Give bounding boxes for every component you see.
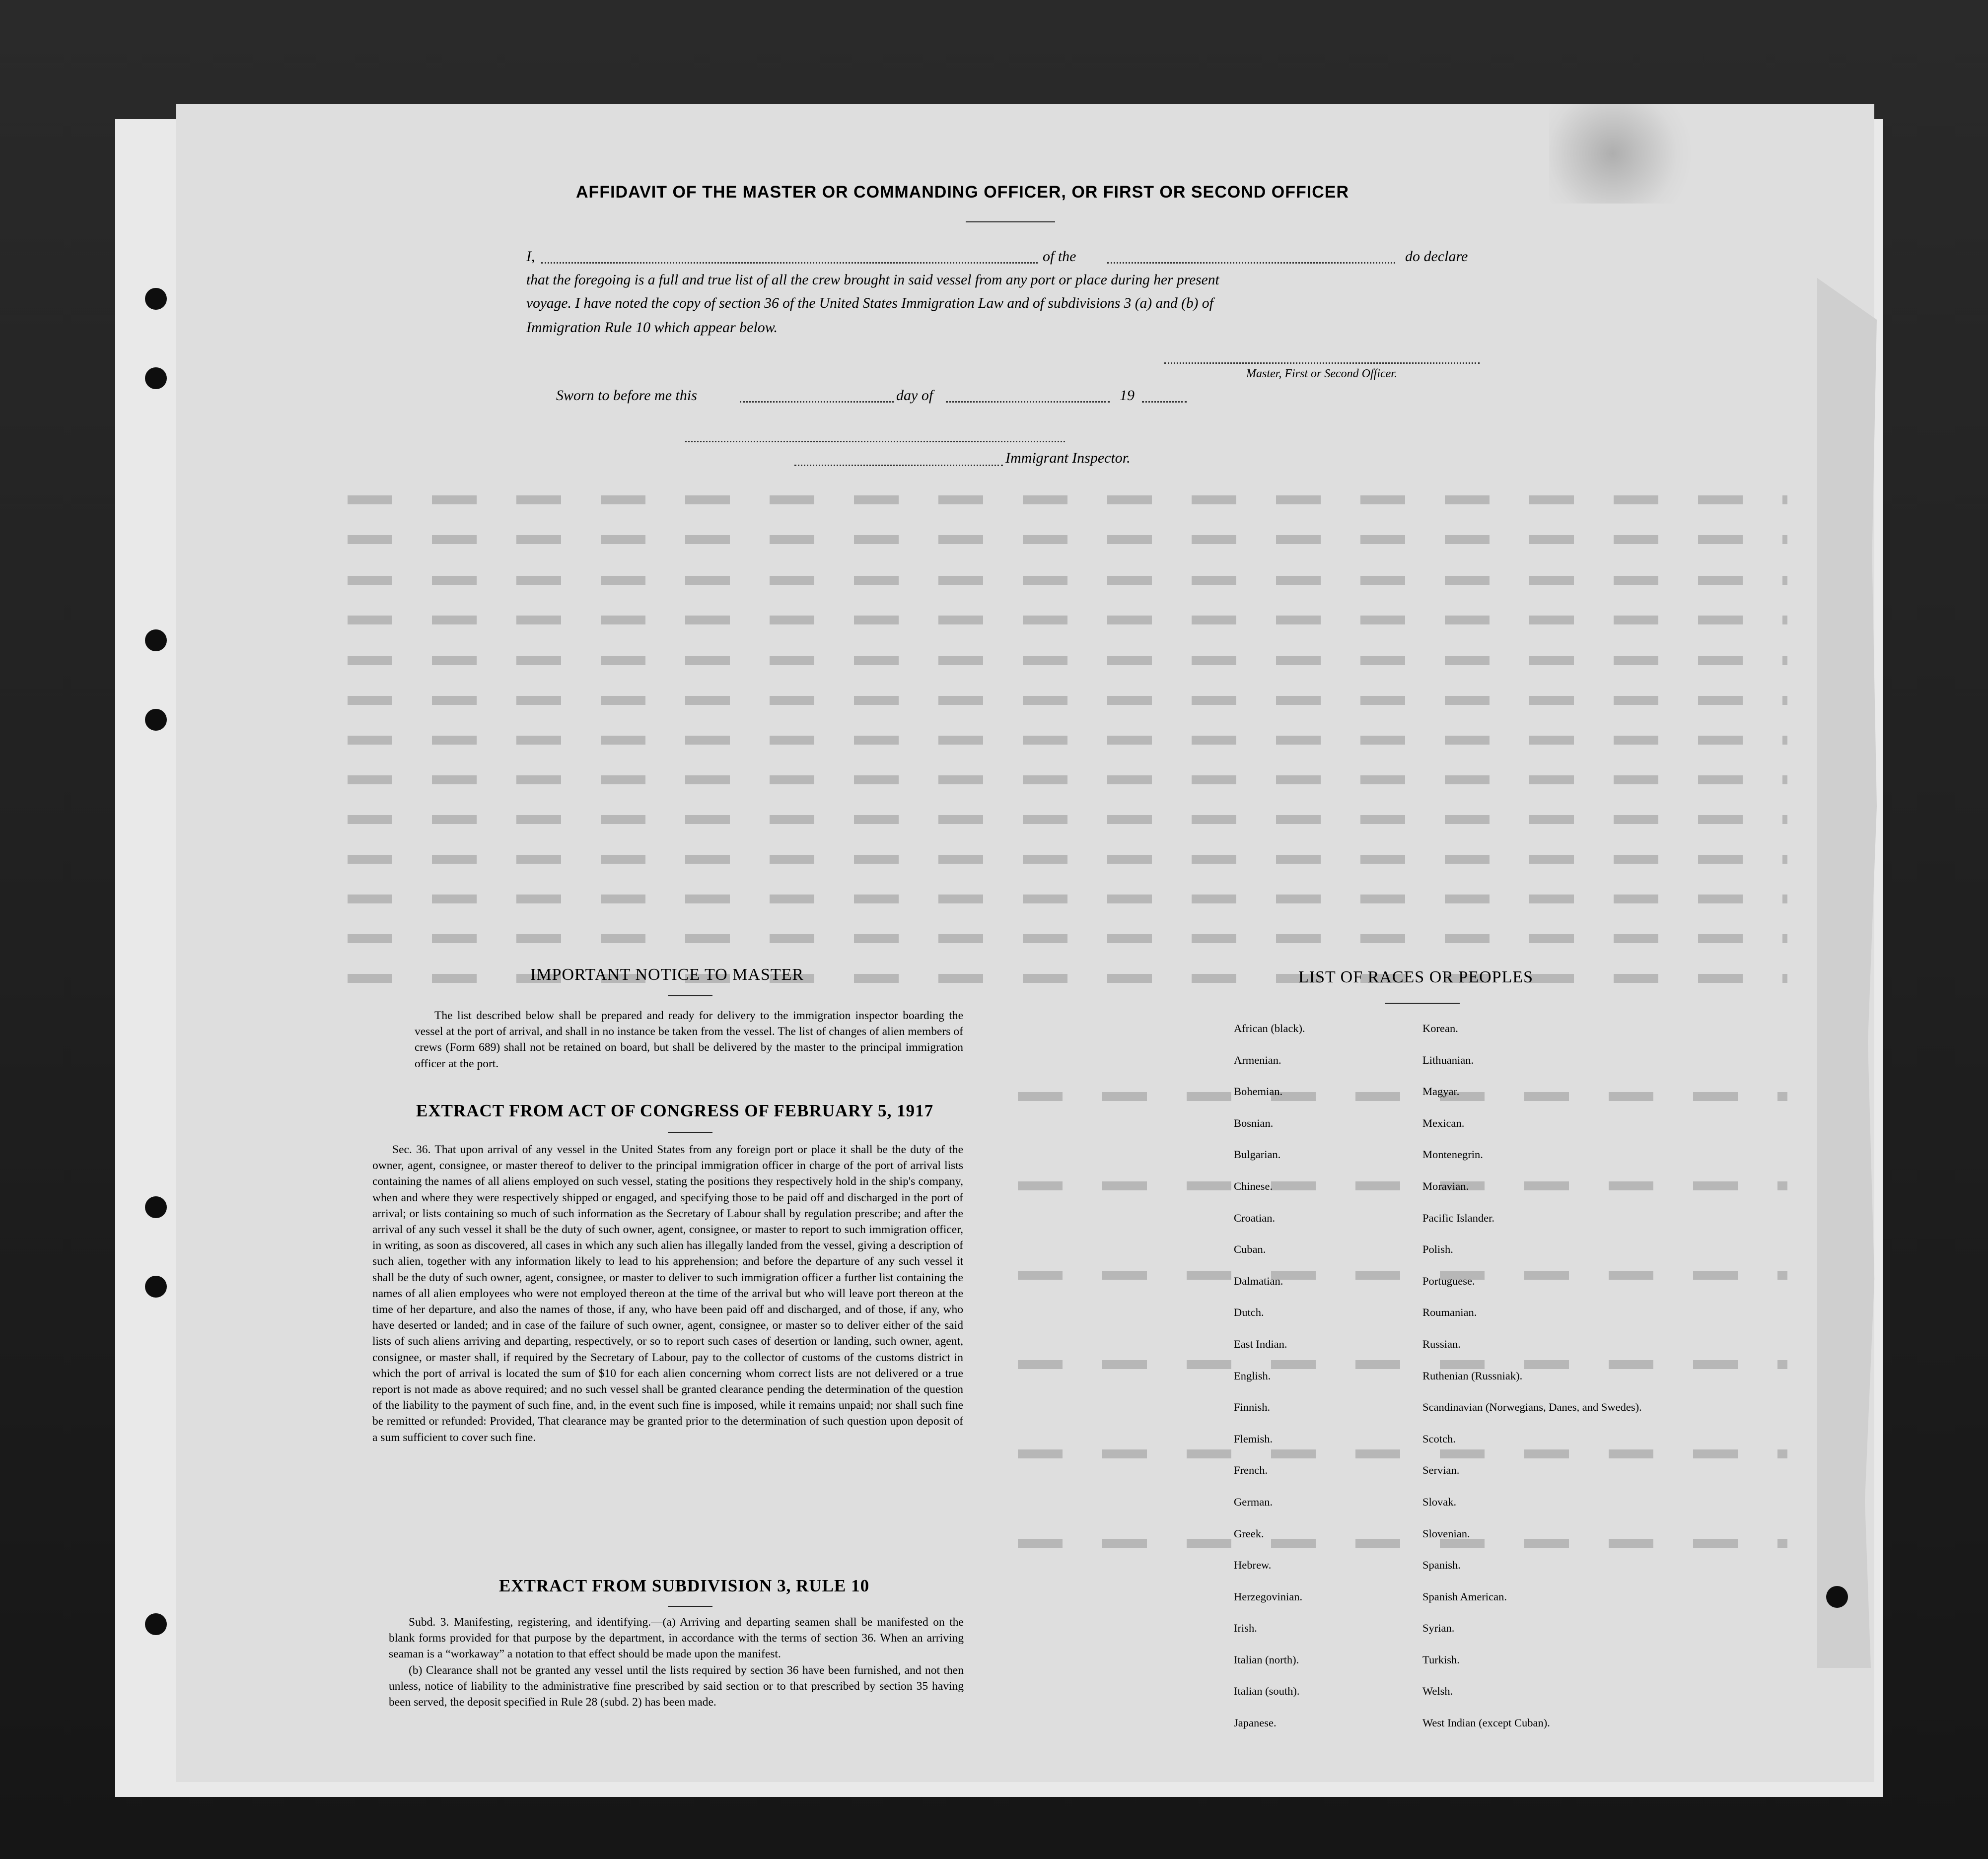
race-item: Magyar.	[1422, 1085, 1460, 1098]
race-item: Bulgarian.	[1234, 1148, 1281, 1161]
affidavit-title: AFFIDAVIT OF THE MASTER OR COMMANDING OFFICER, OR FIRST OR SECOND OFFICER	[576, 183, 1349, 202]
notice-body: The list described below shall be prepared and ready for delivery to the immigration inspector boarding the vessel at the port of arrival, and shall in no instance be taken from the vessel. The list of changes of alien members of crews (Form 689) shall not be retained on board, but shall be delivered by the master to the principal immigration officer at the port.	[415, 1009, 963, 1070]
race-item: Servian.	[1422, 1464, 1460, 1477]
day-blank[interactable]	[740, 401, 894, 403]
race-item: Japanese.	[1234, 1717, 1277, 1729]
notice-underline	[668, 995, 712, 996]
race-item: Ruthenian (Russniak).	[1422, 1369, 1523, 1382]
race-item: Bosnian.	[1234, 1116, 1274, 1129]
act-title: EXTRACT FROM ACT OF CONGRESS OF FEBRUARY 5, 1917	[416, 1101, 934, 1120]
inspector-blank-top[interactable]	[685, 441, 1065, 442]
month-blank[interactable]	[946, 401, 1110, 403]
race-item: Syrian.	[1422, 1622, 1455, 1635]
title-underline	[966, 221, 1055, 222]
race-item: Mexican.	[1422, 1116, 1465, 1129]
affidavit-of-the: of the	[1043, 248, 1076, 265]
year-blank[interactable]	[1142, 401, 1187, 403]
affidavit-declare: do declare	[1405, 248, 1468, 265]
race-item: French.	[1234, 1464, 1268, 1477]
vessel-blank[interactable]	[1107, 262, 1395, 264]
inspector-caption: Immigrant Inspector.	[1005, 450, 1131, 466]
race-item: Irish.	[1234, 1622, 1257, 1635]
rule-para-b: (b) Clearance shall not be granted any vessel until the lists required by section 36 have been furnished, and not then unless, notice of liability to the administrative fine prescribed by said section or to that prescribed by section 35 having been served, the deposit specified in Rule 28 (subd. 2) has been made.	[389, 1663, 964, 1709]
binder-hole	[145, 1196, 167, 1218]
race-item: Polish.	[1422, 1243, 1453, 1256]
rule-title: EXTRACT FROM SUBDIVISION 3, RULE 10	[499, 1576, 870, 1595]
races-left-column	[1234, 1013, 1305, 1739]
rule-body	[389, 1614, 964, 1710]
act-underline	[668, 1132, 712, 1133]
race-item: Finnish.	[1234, 1401, 1271, 1414]
race-item: Chinese.	[1234, 1179, 1273, 1192]
sworn-year: 19	[1120, 387, 1135, 404]
binder-hole	[145, 367, 167, 389]
race-item: Roumanian.	[1422, 1306, 1477, 1319]
race-item: Hebrew.	[1234, 1559, 1272, 1572]
affidavit-line-2: that the foregoing is a full and true list of all the crew brought in said vessel from any port or place during her present	[526, 272, 1219, 288]
races-title: LIST OF RACES OR PEOPLES	[1298, 968, 1534, 986]
race-item: Herzegovinian.	[1234, 1590, 1303, 1603]
race-item: Moravian.	[1422, 1179, 1469, 1192]
rule-para-a: Subd. 3. Manifesting, registering, and identifying.—(a) Arriving and departing seamen shall be manifested on the blank forms provided for that purpose by the department, in accordance with the terms of section 36. When an arriving seaman is a “workaway” a notation to that effect should be made upon the manifest.	[389, 1616, 964, 1661]
race-item: Armenian.	[1234, 1053, 1281, 1066]
act-body: Sec. 36. That upon arrival of any vessel in the United States from any foreign port or place it shall be the duty of the owner, agent, consignee, or master thereof to deliver to the principal immigration officer in charge of the port of arrival lists containing the names of all aliens employed on such vessel, stating the positions they respectively hold in the ship's company, when and where they were respectively shipped or engaged, and specifying those to be paid off and discharged in the port of arrival; or lists containing so much of such information as the Secretary of Labour shall by regulation prescribe; and after the arrival of any such vessel it shall be the duty of such owner, agent, consignee, or master to report to such immigration officer, in writing, as soon as discovered, all cases in which any such alien has illegally landed from the vessel, giving a description of such alien, together with any information likely to lead to his apprehension; and before the departure of any such vessel it shall be the duty of such owner, agent, consignee, or master to deliver to such immigration officer a further list containing the names of all alien employees who were not employed thereon at the time of the arrival but who will leave port thereon at the time of her departure, and also the names of those, if any, who have been paid off and discharged, and of those, if any, who have deserted or landed; and in case of the failure of such owner, agent, consignee, or master so to deliver either of the said lists of such aliens arriving and departing, respectively, or so to report such cases of desertion or landing, such owner, agent, consignee, or master shall, if required by the Secretary of Labour, pay to the collector of customs of the customs district in which the port of arrival is located the sum of $10 for each alien concerning whom correct lists are not delivered or a true report is not made as above required; and no such vessel shall be granted clearance pending the determination of the question of the liability to the payment of such fine, and, in the event such fine is imposed, while it remains unpaid; nor shall such fine be remitted or refunded: Provided, That clearance may be granted prior to the determination of such question upon deposit of a sum sufficient to cover such fine.	[372, 1143, 963, 1444]
race-item: West Indian (except Cuban).	[1422, 1717, 1550, 1729]
race-item: Dalmatian.	[1234, 1274, 1283, 1287]
binder-hole	[1826, 1586, 1848, 1608]
race-item: Turkish.	[1422, 1653, 1460, 1666]
race-item: Greek.	[1234, 1527, 1264, 1540]
race-item: Lithuanian.	[1422, 1053, 1474, 1066]
race-item: Italian (north).	[1234, 1653, 1299, 1666]
race-item: East Indian.	[1234, 1337, 1287, 1350]
races-underline	[1385, 1003, 1460, 1004]
binder-hole	[145, 1613, 167, 1635]
race-item: Scandinavian (Norwegians, Danes, and Swedes).	[1422, 1401, 1642, 1414]
race-item: German.	[1234, 1495, 1273, 1508]
race-item: Scotch.	[1422, 1432, 1456, 1445]
race-item: Pacific Islander.	[1422, 1211, 1494, 1224]
race-item: Dutch.	[1234, 1306, 1264, 1319]
race-item: English.	[1234, 1369, 1271, 1382]
races-right-column	[1422, 1013, 1642, 1739]
race-item: Bohemian.	[1234, 1085, 1283, 1098]
signature-blank[interactable]	[1164, 362, 1480, 364]
race-item: Portuguese.	[1422, 1274, 1475, 1287]
notice-title: IMPORTANT NOTICE TO MASTER	[530, 965, 804, 984]
affidavit-line-4: Immigration Rule 10 which appear below.	[526, 319, 778, 336]
sworn-prefix: Sworn to before me this	[556, 387, 697, 404]
race-item: Welsh.	[1422, 1685, 1453, 1698]
page-damage	[1549, 104, 1708, 204]
affidavit-line-3: voyage. I have noted the copy of section 36 of the United States Immigration Law and of subdivisions 3 (a) and (b) of	[526, 295, 1213, 311]
binder-hole	[145, 709, 167, 731]
binder-hole	[145, 1276, 167, 1298]
race-item: Russian.	[1422, 1337, 1461, 1350]
sworn-day-of: day of	[896, 387, 933, 404]
affidavit-i: I,	[526, 248, 535, 265]
race-item: Flemish.	[1234, 1432, 1273, 1445]
race-item: African (black).	[1234, 1022, 1305, 1034]
race-item: Italian (south).	[1234, 1685, 1300, 1698]
race-item: Slovenian.	[1422, 1527, 1470, 1540]
signature-caption: Master, First or Second Officer.	[1246, 367, 1397, 380]
race-item: Cuban.	[1234, 1243, 1266, 1256]
binder-hole	[145, 629, 167, 651]
rule-underline	[668, 1606, 712, 1607]
inspector-blank[interactable]	[794, 465, 1003, 466]
race-item: Montenegrin.	[1422, 1148, 1483, 1161]
binder-hole	[145, 288, 167, 310]
race-item: Slovak.	[1422, 1495, 1457, 1508]
race-item: Spanish.	[1422, 1559, 1461, 1572]
race-item: Croatian.	[1234, 1211, 1276, 1224]
race-item: Korean.	[1422, 1022, 1458, 1034]
name-blank[interactable]	[541, 262, 1038, 264]
race-item: Spanish American.	[1422, 1590, 1507, 1603]
